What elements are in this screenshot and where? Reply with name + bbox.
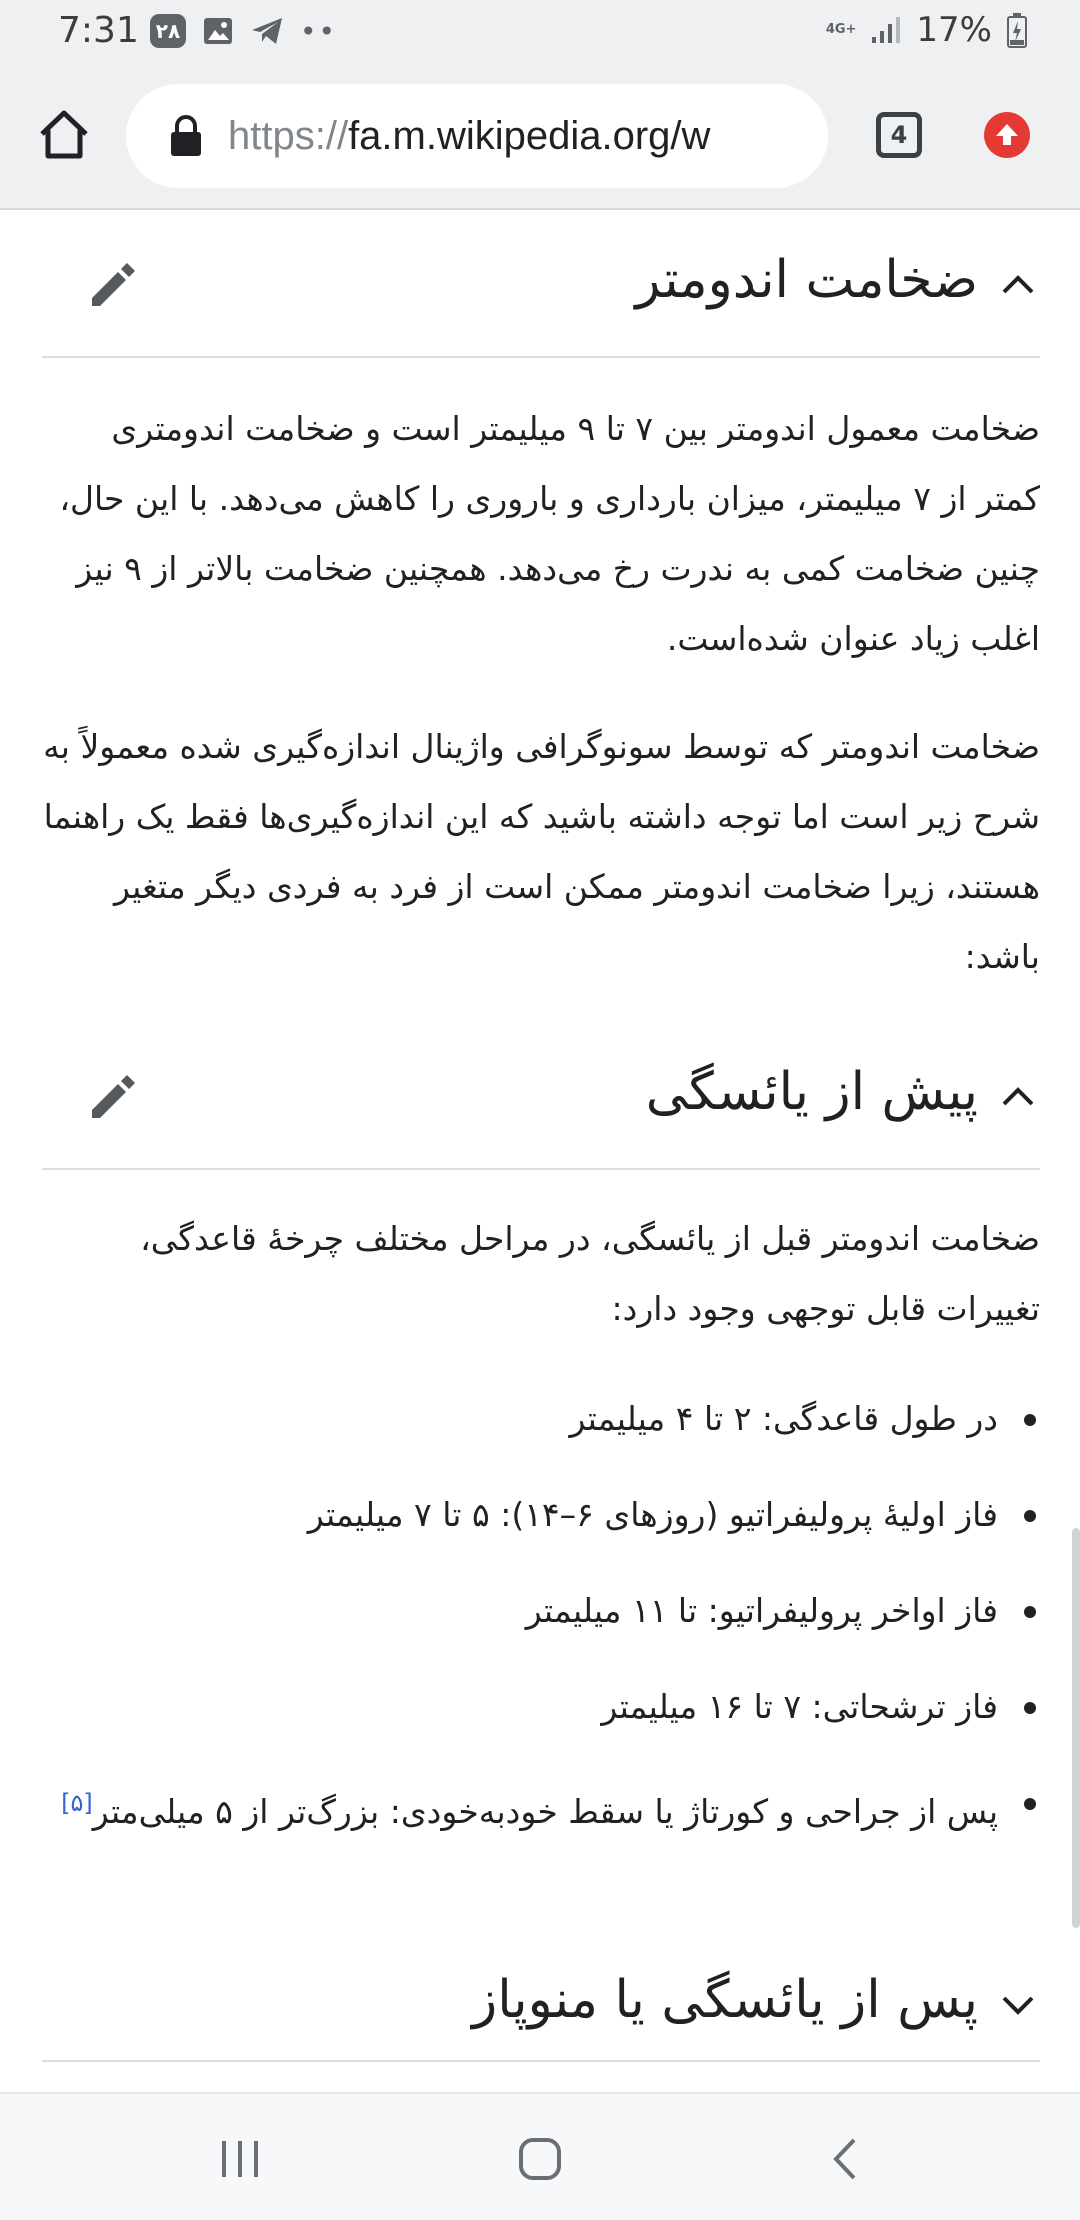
- list-item: فاز اواخر پرولیفراتیو: تا ۱۱ میلیمتر: [40, 1586, 1040, 1636]
- scrollbar[interactable]: [1072, 1528, 1080, 1928]
- network-type: 4G+: [825, 22, 857, 37]
- thickness-list: [40, 1394, 1040, 1883]
- paragraph-3: ضخامت اندومتر قبل از یائسگی، در مراحل مختلف چرخهٔ قاعدگی، تغییرات قابل توجهی وجود دارد:: [140, 1219, 1040, 1328]
- list-item-text: پس از جراحی و کورتاژ یا سقط خودبه‌خودی: بزرگ‌تر از ۵ میلی‌متر: [92, 1792, 998, 1831]
- section-header-premenopause[interactable]: [42, 1024, 1040, 1170]
- section-title: پیش از یائسگی: [645, 1062, 978, 1122]
- navigation-bar: [0, 2092, 1080, 2220]
- update-arrow-icon: [993, 121, 1021, 149]
- back-glyph-icon: [828, 2136, 862, 2182]
- status-time: 7:31: [58, 10, 139, 51]
- lock-icon: [168, 114, 204, 158]
- home-icon[interactable]: [36, 106, 92, 162]
- browser-toolbar: [0, 64, 1080, 210]
- section-title: ضخامت اندومتر: [635, 250, 978, 310]
- gallery-icon: [202, 16, 234, 46]
- update-icon[interactable]: [984, 112, 1030, 158]
- home-nav-icon[interactable]: [500, 2124, 580, 2194]
- date-badge-icon: ۲۸: [150, 14, 186, 48]
- article-content: [0, 212, 1080, 2092]
- battery-percent: 17%: [916, 10, 992, 50]
- tab-count: 4: [890, 121, 908, 149]
- signal-icon: [870, 15, 902, 45]
- tabs-icon[interactable]: [876, 112, 922, 158]
- url-text[interactable]: [228, 114, 710, 159]
- back-icon[interactable]: [805, 2124, 885, 2194]
- telegram-icon: [250, 16, 284, 46]
- list-item: در طول قاعدگی: ۲ تا ۴ میلیمتر: [40, 1394, 1040, 1444]
- more-dots-icon: ••: [300, 14, 338, 48]
- section-title: پس از یائسگی یا منوپاز: [472, 1970, 978, 2030]
- chevron-up-icon[interactable]: [996, 264, 1040, 308]
- recents-icon[interactable]: [200, 2124, 280, 2194]
- list-item: [40, 1778, 1040, 1837]
- list-item: فاز ترشحاتی: ۷ تا ۱۶ میلیمتر: [40, 1682, 1040, 1732]
- status-right: [826, 10, 1028, 50]
- status-bar: [0, 0, 1080, 64]
- home-nav-glyph-icon: [517, 2136, 563, 2182]
- notification-icons: [150, 14, 337, 48]
- url-scheme: https://: [228, 113, 349, 158]
- paragraph-1: ضخامت معمول اندومتر بین ۷ تا ۹ میلیمتر است و ضخامت اندومتری کمتر از ۷ میلیمتر، میزان بارداری و باروری را کاهش می‌دهد. با این حال، چنین ضخامت کمی به ندرت رخ می‌دهد. همچنین ضخامت بالاتر از ۹ نیز اغلب زیاد عنوان شده‌است.: [59, 409, 1040, 658]
- paragraph-2: ضخامت اندومتر که توسط سونوگرافی واژینال اندازه‌گیری شده معمولاً به شرح زیر است اما توجه داشته باشید که این اندازه‌گیری‌ها فقط یک راهنما هستند، زیرا ضخامت اندومتر ممکن است از فرد به فردی دیگر متغیر باشد:: [43, 727, 1040, 976]
- edit-pencil-icon[interactable]: [82, 252, 146, 316]
- chevron-up-icon[interactable]: [996, 1076, 1040, 1120]
- url-host: fa.m.wikipedia.org/w: [348, 113, 711, 158]
- reference-link[interactable]: [۵]: [61, 1789, 93, 1817]
- section-header-endometrial-thickness[interactable]: [42, 212, 1040, 358]
- recents-glyph-icon: [218, 2139, 262, 2179]
- list-item: فاز اولیهٔ پرولیفراتیو (روزهای ۶–۱۴): ۵ تا ۷ میلیمتر: [40, 1490, 1040, 1540]
- chevron-down-icon[interactable]: [996, 1982, 1040, 2026]
- edit-pencil-icon[interactable]: [82, 1064, 146, 1128]
- battery-icon: [1006, 12, 1028, 48]
- section-header-postmenopause[interactable]: [42, 1942, 1040, 2062]
- url-bar[interactable]: [126, 84, 828, 188]
